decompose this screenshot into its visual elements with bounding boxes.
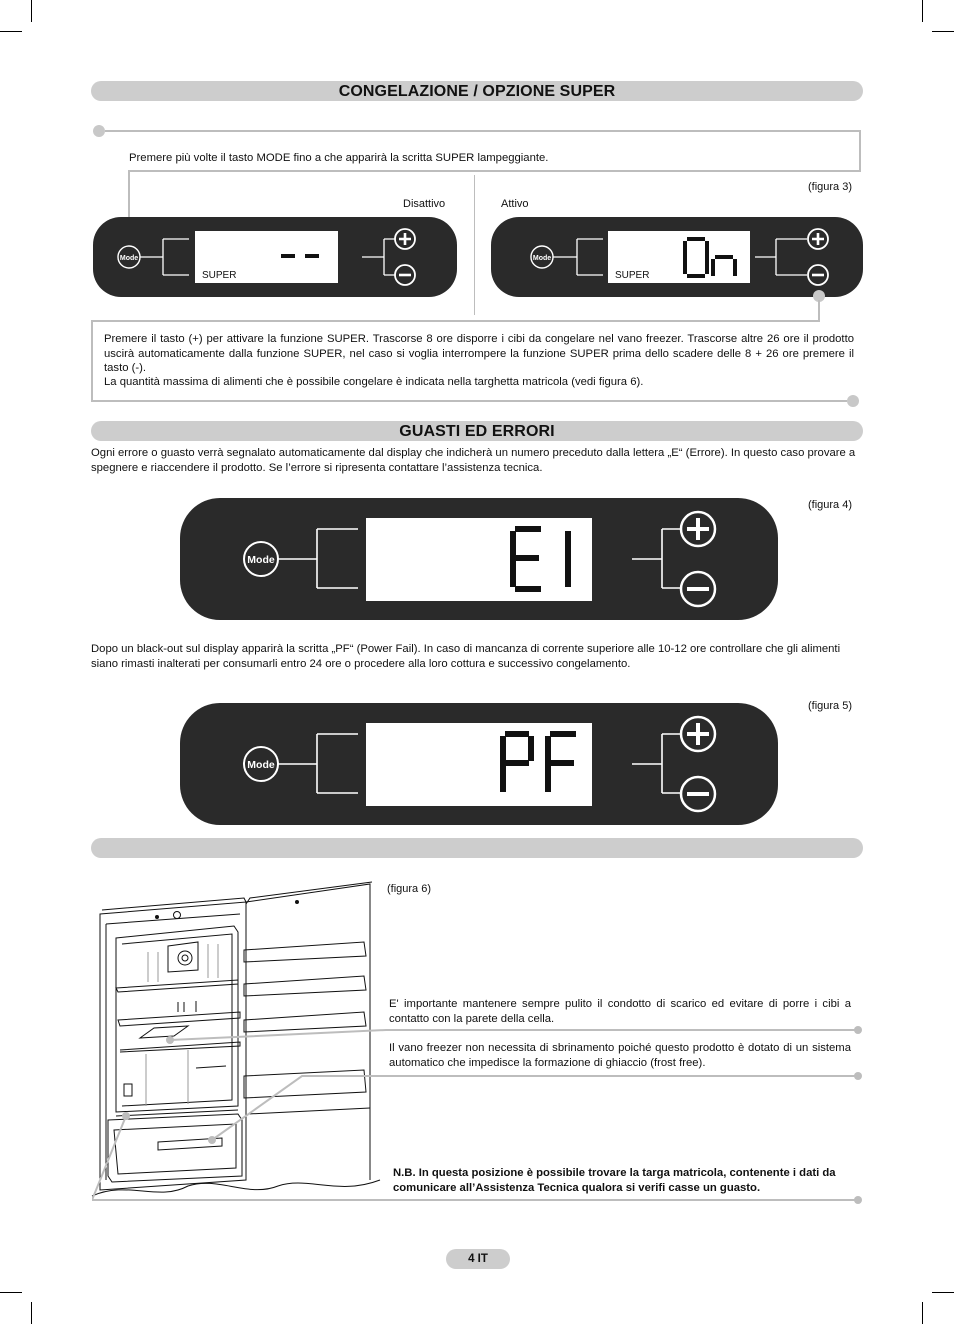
- note-rating-plate: N.B. In questa posizione è possibile trovare la targa matricola, contenente i dati da comunicare all’Assistenza Tecnica qualora si verifi casse un guasto.: [393, 1167, 836, 1194]
- page-number: 4 IT: [446, 1249, 510, 1269]
- section-title: CONGELAZIONE / OPZIONE SUPER: [338, 83, 616, 100]
- section-header-super: [91, 81, 863, 101]
- note-drain: E' importante mantenere sempre pulito il condotto di scarico ed evitare di porre i cibi a contatto con la parete della cella.: [389, 998, 851, 1025]
- note-frost-free: Il vano freezer non necessita di sbrinamento poiché questo prodotto è dotato di un sistema automatico che impedisce la formazione di ghiaccio (frost free).: [389, 1042, 851, 1069]
- mode-label: Mode: [247, 554, 275, 566]
- callout-line: [128, 170, 130, 224]
- label-off: Disattivo: [403, 198, 446, 210]
- crop-mark: [0, 31, 22, 32]
- callout-line: [91, 320, 820, 322]
- crop-mark: [31, 0, 32, 22]
- super-description: Premere il tasto (+) per attivare la funzione SUPER. Trascorse 8 ore disporre i cibi da congelare nel vano freezer. Trascorse altre 26 ore il prodotto uscirà automaticamente dalla funzione SUPER, nel caso si voglia interrompere la funzione SUPER prima dello scadere delle 8 + 26 ore premere il tasto (-).: [104, 333, 854, 374]
- crop-mark: [932, 1292, 954, 1293]
- label-on: Attivo: [501, 198, 529, 210]
- figure-5-label: (figura 5): [808, 700, 853, 712]
- control-panel-e1: [180, 498, 778, 620]
- callout-line: [91, 400, 847, 402]
- section-header-errors: [91, 421, 863, 441]
- control-panel-on: [491, 217, 863, 297]
- callout-line: [859, 130, 861, 171]
- crop-mark: [922, 0, 923, 22]
- mode-label: Mode: [119, 255, 139, 262]
- callout-line: [818, 300, 820, 322]
- lcd-display: [366, 518, 592, 601]
- super-indicator: SUPER: [202, 270, 237, 281]
- crop-mark: [922, 1302, 923, 1324]
- callout-line: [128, 170, 861, 172]
- figure-6-label: (figura 6): [387, 883, 432, 895]
- callout-dot: [93, 125, 105, 137]
- section-title: GUASTI ED ERRORI: [399, 423, 555, 440]
- callout-line: [105, 130, 861, 132]
- errors-intro: Ogni errore o guasto verrà segnalato automaticamente dal display che indicherà un numero preceduto dalla lettera „E“ (Errore). In questo caso provare a spegnere e riaccendere il prodotto. Se l’errore si ripresenta contattare l’assistenza tecnica.: [91, 447, 856, 474]
- blackout-text: Dopo un black-out sul display apparirà la scritta „PF“ (Power Fail). In caso di mancanza di corrente superiore alle 10-12 ore controllare che gli alimenti siano rimasti inalterati per consumarli entro 24 ore o procedere alla loro cottura e successivo congelamento.: [91, 643, 841, 670]
- callout-line: [91, 320, 93, 402]
- section-header-fridge: [91, 838, 863, 858]
- control-panel-pf: [180, 703, 778, 825]
- figure-4-label: (figura 4): [808, 499, 853, 511]
- crop-mark: [31, 1302, 32, 1324]
- divider: [474, 175, 475, 315]
- callout-dot: [847, 395, 859, 407]
- super-description-2: La quantità massima di alimenti che è possibile congelare è indicata nella targhetta matricola (vedi figura 6).: [104, 376, 644, 388]
- instruction-text: Premere più volte il tasto MODE fino a che apparirà la scritta SUPER lampeggiante.: [129, 152, 549, 164]
- super-indicator: SUPER: [615, 270, 650, 281]
- crop-mark: [0, 1292, 22, 1293]
- mode-label: Mode: [247, 759, 275, 771]
- mode-label: Mode: [532, 255, 552, 262]
- crop-mark: [932, 31, 954, 32]
- control-panel-off: [93, 217, 457, 297]
- figure-3-label: (figura 3): [808, 181, 853, 193]
